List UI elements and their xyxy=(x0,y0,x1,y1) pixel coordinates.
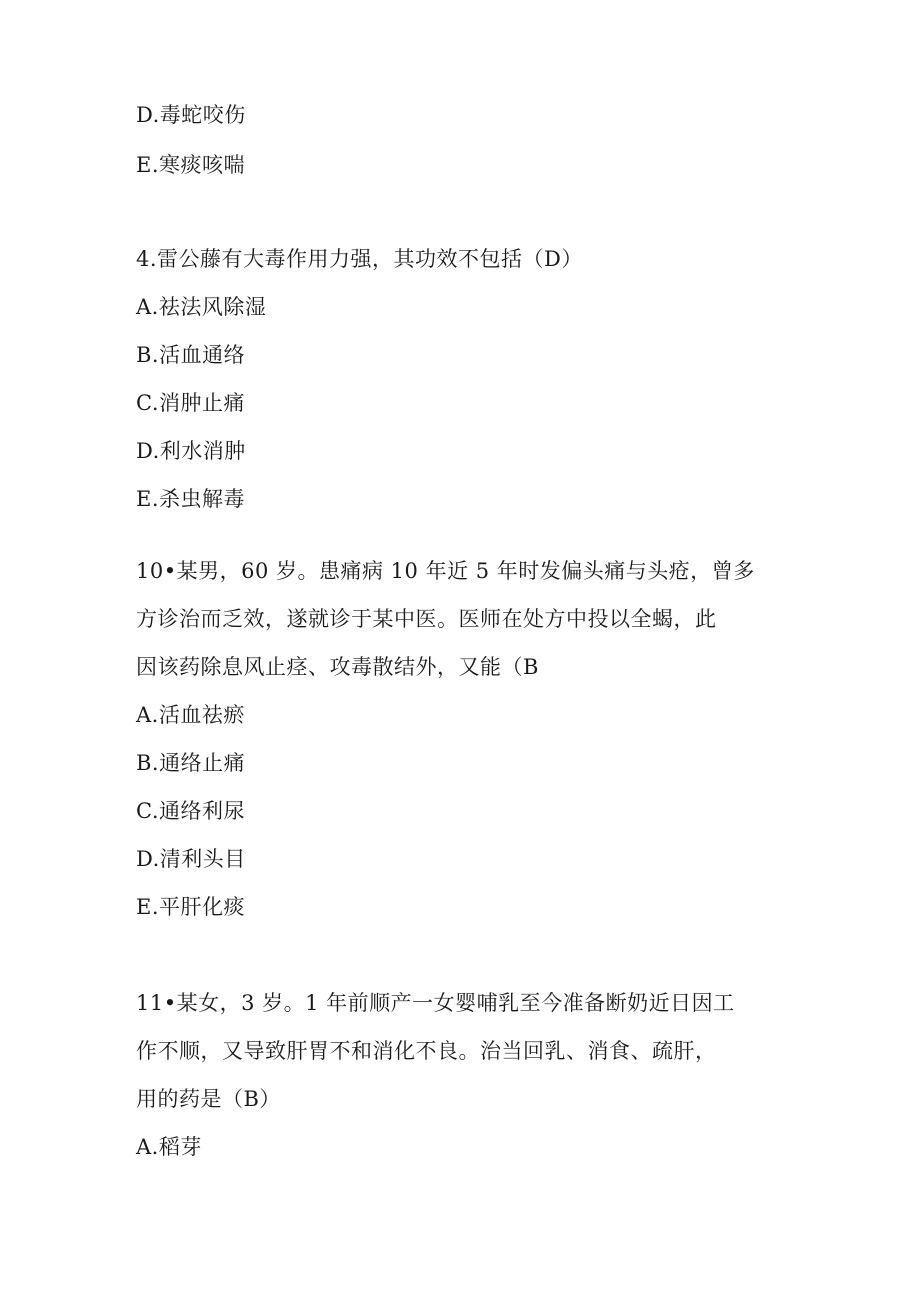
q11-stem-line-3: 用的药是（B） xyxy=(136,1087,281,1111)
q10-option-d: D.清利头目 xyxy=(136,847,246,871)
q4-option-b: B.活血通络 xyxy=(136,343,246,367)
q3-option-e: E.寒痰咳喘 xyxy=(136,153,246,177)
q3-option-d: D.毒蛇咬伤 xyxy=(136,103,246,127)
q10-option-a: A.活血祛瘀 xyxy=(136,703,245,727)
q10-option-e: E.平肝化痰 xyxy=(136,895,246,919)
q4-option-a: A.祛法风除湿 xyxy=(136,295,267,319)
q11-option-a: A.稻芽 xyxy=(136,1135,202,1159)
q11-stem-line-2: 作不顺，又导致肝胃不和消化不良。治当回乳、消食、疏肝， xyxy=(136,1039,717,1063)
q4-stem: 4.雷公藤有大毒作用力强，其功效不包括（D） xyxy=(136,247,583,271)
q4-option-c: C.消肿止痛 xyxy=(136,391,245,415)
q10-stem-line-1: 10•某男，60 岁。患痛病 10 年近 5 年时发偏头痛与头疮，曾多 xyxy=(136,559,755,583)
q10-stem-line-3: 因该药除息风止痉、攻毒散结外，又能（B xyxy=(136,655,539,679)
q10-stem-line-2: 方诊治而乏效，遂就诊于某中医。医师在处方中投以全蝎，此 xyxy=(136,607,717,631)
q4-option-e: E.杀虫解毒 xyxy=(136,487,246,511)
q10-option-c: C.通络利尿 xyxy=(136,799,245,823)
q11-stem-line-1: 11•某女，3 岁。1 年前顺产一女婴哺乳至今准备断奶近日因工 xyxy=(136,991,735,1015)
q10-option-b: B.通络止痛 xyxy=(136,751,246,775)
q4-option-d: D.利水消肿 xyxy=(136,439,246,463)
